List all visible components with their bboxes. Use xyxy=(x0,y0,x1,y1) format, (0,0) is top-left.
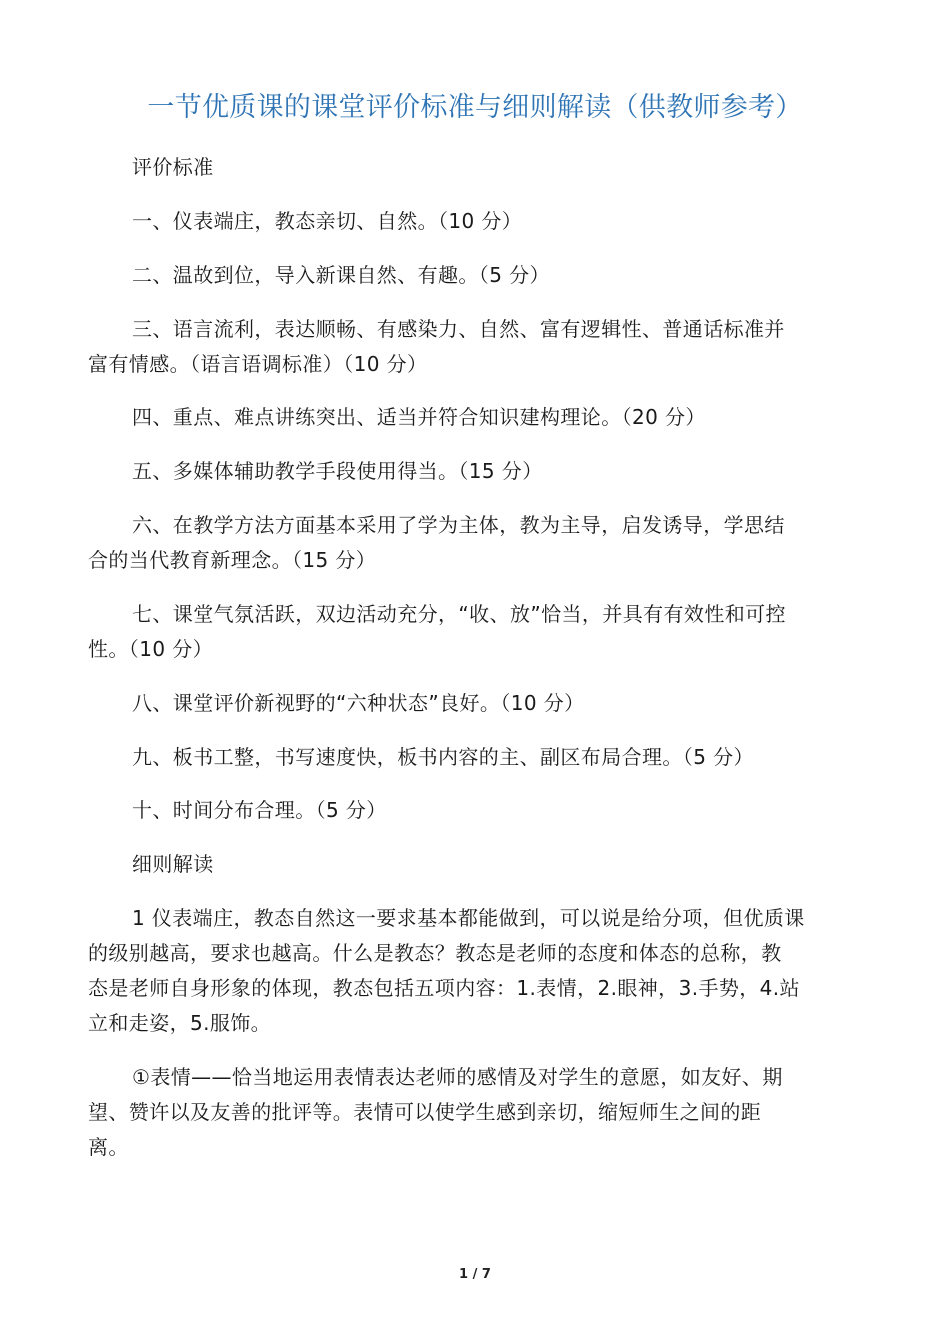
criterion-3-line-2: 富有情感。（语言语调标准）（10 分） xyxy=(88,352,428,376)
page-number: 1 / 7 xyxy=(459,1267,491,1282)
criterion-5-line-1: 五、多媒体辅助教学手段使用得当。（15 分） xyxy=(132,459,543,483)
document-title: 一节优质课的课堂评价标准与细则解读（供教师参考） xyxy=(147,92,803,123)
section-heading-criteria: 评价标准 xyxy=(132,155,214,179)
paragraph-1-line-2: 的级别越高，要求也越高。什么是教态？教态是老师的态度和体态的总称，教 xyxy=(88,941,782,965)
criterion-2-line-1: 二、温故到位，导入新课自然、有趣。（5 分） xyxy=(132,263,550,287)
paragraph-1-line-1: 1 仪表端庄，教态自然这一要求基本都能做到，可以说是给分项，但优质课 xyxy=(132,906,805,930)
criterion-8-line-1: 八、课堂评价新视野的“六种状态”良好。（10 分） xyxy=(132,691,585,715)
criterion-6-line-1: 六、在教学方法方面基本采用了学为主体，教为主导，启发诱导，学思结 xyxy=(132,513,785,537)
paragraph-2-line-2: 望、赞许以及友善的批评等。表情可以使学生感到亲切，缩短师生之间的距 xyxy=(88,1100,762,1124)
criterion-6-line-2: 合的当代教育新理念。（15 分） xyxy=(88,548,377,572)
paragraph-2-line-3: 离。 xyxy=(88,1135,129,1159)
criterion-9-line-1: 九、板书工整，书写速度快，板书内容的主、副区布局合理。（5 分） xyxy=(132,745,754,769)
criterion-7-line-1: 七、课堂气氛活跃，双边活动充分，“收、放”恰当，并具有有效性和可控 xyxy=(132,602,786,626)
paragraph-1-line-3: 态是老师自身形象的体现，教态包括五项内容：1.表情，2.眼神，3.手势，4.站 xyxy=(88,976,800,1000)
paragraph-2-line-1: ①表情——恰当地运用表情表达老师的感情及对学生的意愿，如友好、期 xyxy=(132,1065,783,1089)
criterion-10-line-1: 十、时间分布合理。（5 分） xyxy=(132,798,387,822)
section-heading-interpretation: 细则解读 xyxy=(132,852,214,876)
criterion-3-line-1: 三、语言流利，表达顺畅、有感染力、自然、富有逻辑性、普通话标准并 xyxy=(132,317,785,341)
criterion-4-line-1: 四、重点、难点讲练突出、适当并符合知识建构理论。（20 分） xyxy=(132,405,706,429)
criterion-1-line-1: 一、仪表端庄，教态亲切、自然。（10 分） xyxy=(132,209,523,233)
paragraph-1-line-4: 立和走姿，5.服饰。 xyxy=(88,1011,272,1035)
criterion-7-line-2: 性。（10 分） xyxy=(88,637,214,661)
